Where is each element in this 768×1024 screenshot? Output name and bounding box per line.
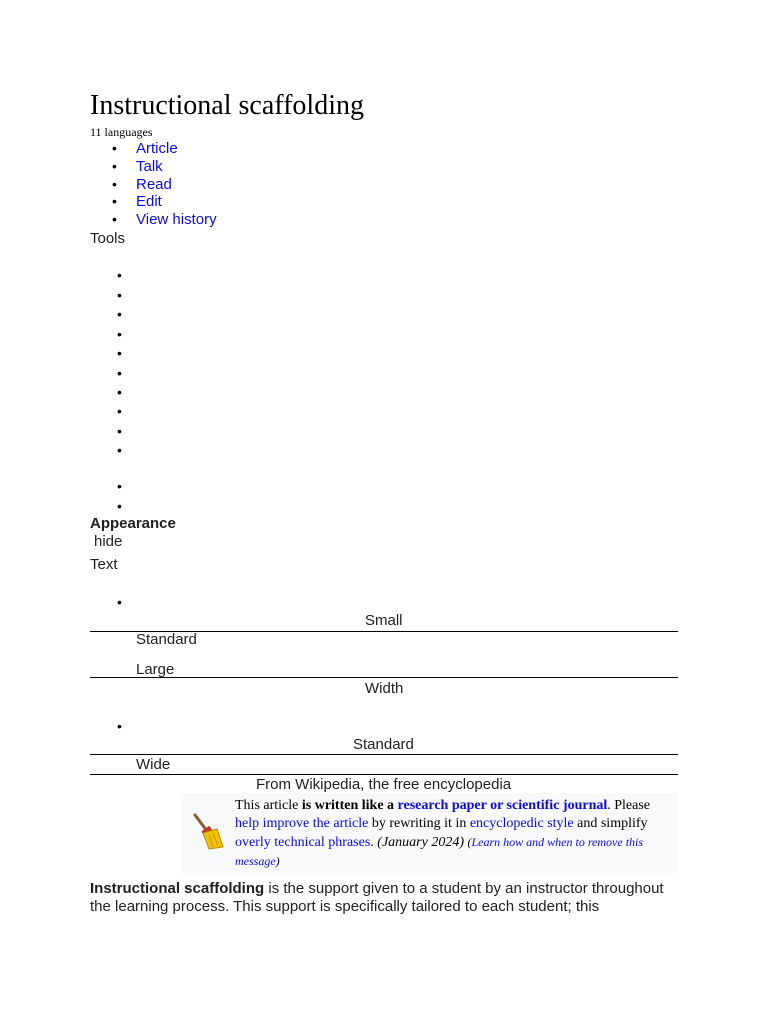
tab-read[interactable] <box>112 176 217 194</box>
tools-list-item[interactable] <box>118 505 124 511</box>
tab-view-history-link[interactable]: View history <box>136 211 217 229</box>
help-improve-link[interactable]: help improve the article <box>235 816 369 831</box>
learn-how-link[interactable]: Learn how and when to remove this message <box>235 835 644 868</box>
tools-list-item[interactable] <box>118 430 124 436</box>
text-size-label: Text <box>90 556 118 573</box>
notice-text-part: . Please <box>607 798 651 813</box>
tools-list-item[interactable] <box>118 313 124 319</box>
notice-text-part: and simplify <box>573 816 648 831</box>
tab-talk-link[interactable]: Talk <box>136 157 163 175</box>
tools-list-item[interactable] <box>118 449 124 455</box>
tab-view-history[interactable] <box>112 211 217 229</box>
article-subject: Instructional scaffolding <box>90 880 265 897</box>
appearance-heading: Appearance <box>90 515 176 532</box>
notice-date: (January 2024) <box>377 835 464 850</box>
tools-list-item[interactable] <box>118 410 124 416</box>
notice-paren: ( <box>467 835 472 849</box>
tools-list-item[interactable] <box>118 352 124 358</box>
intro-paragraph <box>90 880 680 916</box>
width-wide-option[interactable]: Wide <box>136 756 171 773</box>
tab-article-link[interactable]: Article <box>136 140 178 157</box>
width-standard-option[interactable]: Standard <box>353 736 414 753</box>
tools-list-item[interactable] <box>118 391 124 397</box>
languages-button[interactable]: 11 languages <box>90 125 153 139</box>
divider <box>90 677 678 678</box>
tab-edit[interactable] <box>112 193 217 211</box>
site-tagline: From Wikipedia, the free encyclopedia <box>256 776 512 793</box>
notice-text-part: This article <box>235 798 302 813</box>
tab-talk[interactable] <box>112 158 217 176</box>
cleanup-notice <box>181 793 678 873</box>
text-size-list-item <box>118 601 124 607</box>
notice-paren: ) <box>275 854 280 868</box>
tab-article[interactable] <box>112 140 217 158</box>
page-title: Instructional scaffolding <box>90 90 364 121</box>
text-size-standard-option[interactable]: Standard <box>136 631 197 648</box>
text-size-large-option[interactable]: Large <box>136 661 175 678</box>
notice-text <box>235 797 671 871</box>
tools-toggle[interactable]: Tools <box>90 230 126 247</box>
divider <box>90 754 678 755</box>
page-tabs <box>112 140 217 229</box>
tools-list-item[interactable] <box>118 372 124 378</box>
width-label: Width <box>365 680 404 697</box>
notice-bold-part: is written like a <box>301 798 398 813</box>
research-paper-link[interactable]: research paper or scientific journal <box>397 798 608 813</box>
notice-text-part: . <box>370 835 378 850</box>
tools-list-item[interactable] <box>118 274 124 280</box>
broom-icon <box>187 811 227 856</box>
width-list-item <box>118 725 124 731</box>
divider <box>90 774 678 775</box>
intro-text: is the support given to a student by an instructor throughout the learning process. This support is specifically tailored to each student; this <box>90 880 664 915</box>
notice-text-part: by rewriting it in <box>368 816 470 831</box>
tools-list-item[interactable] <box>118 485 124 491</box>
tools-list-item[interactable] <box>118 294 124 300</box>
appearance-hide-button[interactable]: hide <box>94 533 123 550</box>
tools-list-item[interactable] <box>118 333 124 339</box>
text-size-small-option[interactable]: Small <box>365 612 403 629</box>
tab-edit-link[interactable]: Edit <box>136 193 162 211</box>
encyclopedic-style-link[interactable]: encyclopedic style <box>469 816 574 831</box>
tab-read-link[interactable]: Read <box>136 175 172 193</box>
technical-phrases-link[interactable]: overly technical phrases <box>235 835 371 850</box>
